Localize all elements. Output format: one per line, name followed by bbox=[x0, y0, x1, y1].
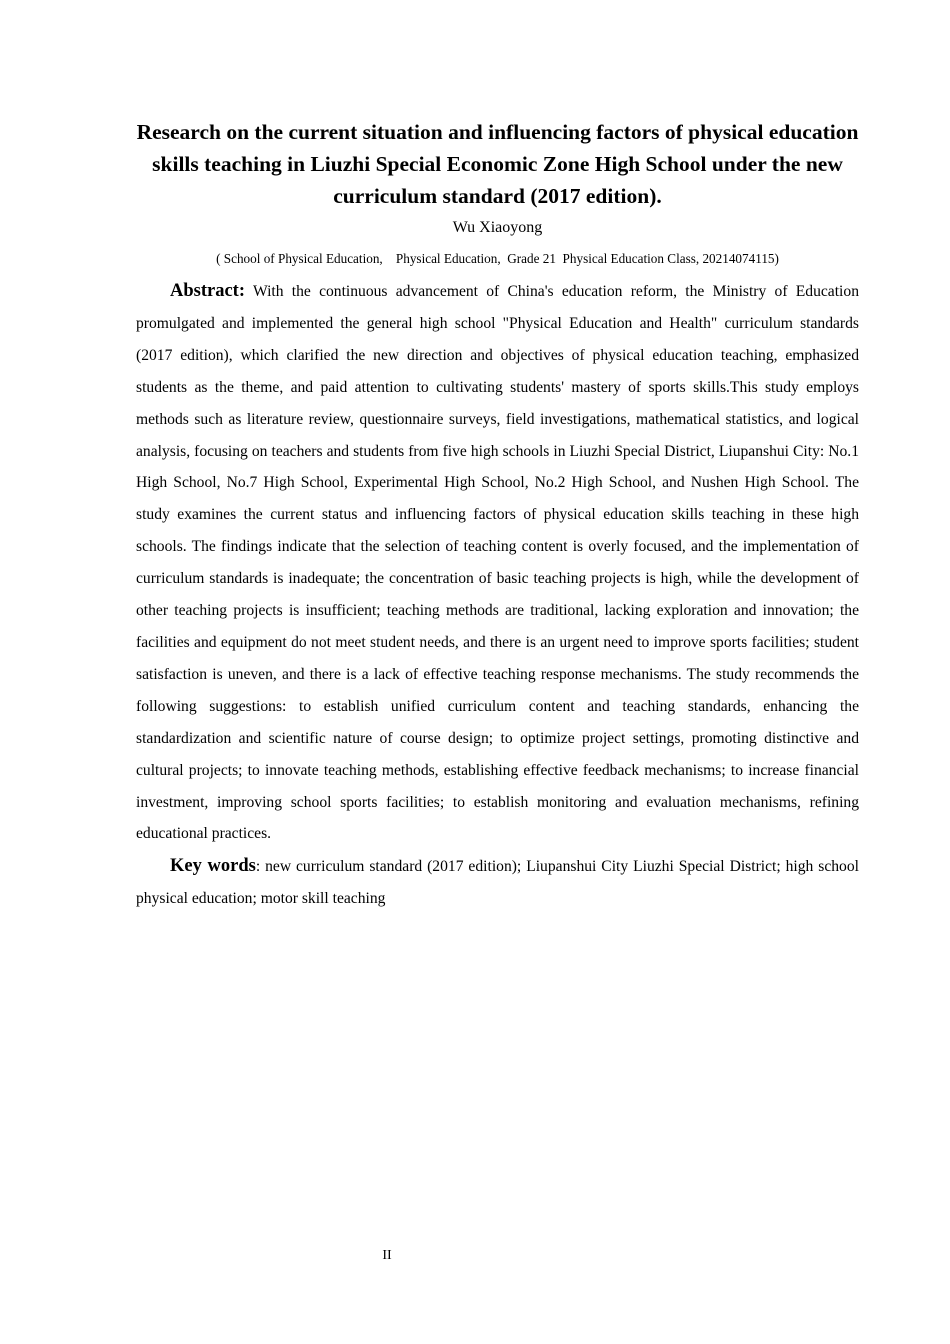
abstract-label: Abstract: bbox=[170, 281, 246, 301]
abstract-text: With the continuous advancement of China's education reform, the Ministry of Education promulgated and implemented the general high school "Physical Education and Health" curriculum standards (2017 edition), which clarified the new direction and objectives of physical education teaching, emphasized students as the theme, and paid attention to cultivating students' mastery of sports skills.This study employs methods such as literature review, questionnaire surveys, field investigations, mathematical statistics, and logical analysis, focusing on teachers and students from five high schools in Liuzhi Special District, Liupanshui City: No.1 High School, No.7 High School, Experimental High School, No.2 High School, and Nushen High School. The study examines the current status and influencing factors of physical education skills teaching in these high schools. The findings indicate that the selection of teaching content is overly focused, and the implementation of curriculum standards is inadequate; the concentration of basic teaching projects is high, while the development of other teaching projects is insufficient; teaching methods are traditional, lacking exploration and innovation; the facilities and equipment do not meet student needs, and there is an urgent need to improve sports facilities; student satisfaction is uneven, and there is a lack of effective teaching response mechanisms. The study recommends the following suggestions: to establish unified curriculum content and teaching standards, enhancing the standardization and scientific nature of course design; to optimize project settings, promoting distinctive and cultural projects; to innovate teaching methods, establishing effective feedback mechanisms; to increase financial investment, improving school sports facilities; to establish monitoring and evaluation mechanisms, refining educational practices. bbox=[136, 283, 859, 843]
keywords-paragraph bbox=[136, 851, 859, 915]
page-number: II bbox=[382, 1248, 392, 1263]
abstract-paragraph bbox=[136, 276, 859, 850]
keywords-text: : new curriculum standard (2017 edition); Liupanshui City Liuzhi Special District; high school physical education; motor skill teaching bbox=[136, 858, 859, 907]
author-affiliation: ( School of Physical Education, Physical Education, Grade 21 Physical Education Class, 20214074115) bbox=[216, 251, 779, 266]
paper-title: Research on the current situation and influencing factors of physical education skills teaching in Liuzhi Special Economic Zone High School under the new curriculum standard (2017 edition). bbox=[136, 120, 859, 208]
author-name: Wu Xiaoyong bbox=[452, 219, 543, 236]
keywords-label: Key words bbox=[170, 856, 256, 876]
